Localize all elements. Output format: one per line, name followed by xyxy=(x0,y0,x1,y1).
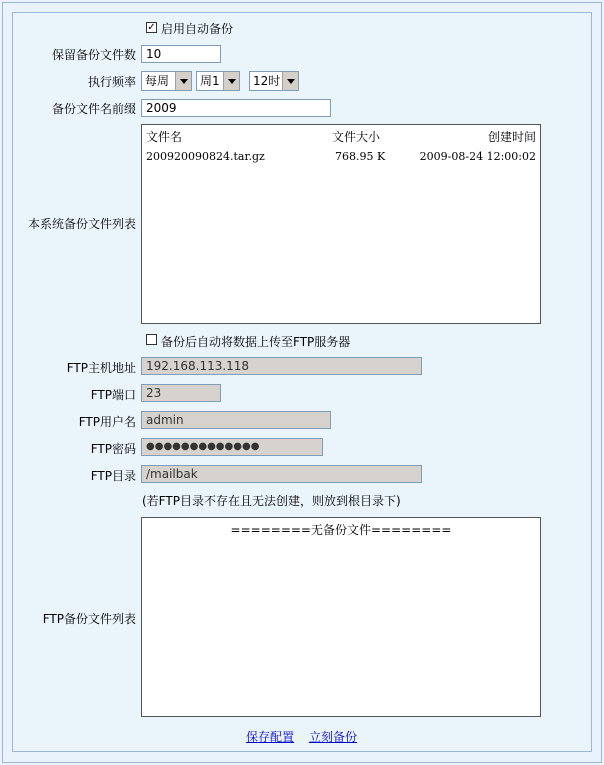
frequency-period-value: 每周 xyxy=(145,74,170,88)
row-filename: 200920090824.tar.gz xyxy=(146,150,265,163)
ftp-port-input[interactable]: 23 xyxy=(141,384,221,402)
ftp-list-label: FTP备份文件列表 xyxy=(42,612,136,626)
keep-count-input[interactable]: 10 xyxy=(141,45,221,63)
row-created-time: 2009-08-24 12:00:02 xyxy=(419,150,536,163)
ftp-list-empty-text: ========无备份文件======== xyxy=(230,523,452,537)
col-header-time: 创建时间 xyxy=(487,130,536,144)
chevron-down-icon xyxy=(223,72,239,90)
frequency-period-select[interactable] xyxy=(141,71,192,91)
auto-backup-label: 启用自动备份 xyxy=(161,22,234,36)
frequency-day-value: 周1 xyxy=(200,74,220,88)
auto-backup-checkbox[interactable] xyxy=(146,22,157,33)
col-header-size: 文件大小 xyxy=(332,130,381,144)
ftp-upload-label: 备份后自动将数据上传至FTP服务器 xyxy=(161,335,351,349)
local-list-label: 本系统备份文件列表 xyxy=(27,217,136,231)
prefix-label: 备份文件名前缀 xyxy=(51,102,136,116)
col-header-name: 文件名 xyxy=(146,130,183,144)
chevron-down-icon xyxy=(175,72,191,90)
ftp-user-label: FTP用户名 xyxy=(78,415,136,429)
ftp-user-input[interactable]: admin xyxy=(141,411,331,429)
ftp-upload-checkbox[interactable] xyxy=(146,334,157,345)
ftp-host-input[interactable]: 192.168.113.118 xyxy=(141,357,422,375)
backup-now-link[interactable]: 立刻备份 xyxy=(309,730,358,744)
ftp-host-label: FTP主机地址 xyxy=(66,361,136,375)
save-config-link[interactable]: 保存配置 xyxy=(246,730,295,744)
ftp-dir-label: FTP目录 xyxy=(90,469,136,483)
frequency-label: 执行频率 xyxy=(87,75,136,89)
ftp-port-label: FTP端口 xyxy=(90,388,136,402)
keep-count-label: 保留备份文件数 xyxy=(51,48,136,62)
frequency-day-select[interactable] xyxy=(196,71,240,91)
row-filesize: 768.95 K xyxy=(335,150,386,163)
checkbox-check-icon: ✓ xyxy=(147,22,156,33)
local-backup-list[interactable] xyxy=(141,124,541,324)
chevron-down-icon xyxy=(282,72,298,90)
ftp-dir-input[interactable]: /mailbak xyxy=(141,465,422,483)
frequency-hour-value: 12时 xyxy=(253,74,281,88)
ftp-dir-note: (若FTP目录不存在且无法创建，则放到根目录下) xyxy=(142,494,401,508)
ftp-pass-label: FTP密码 xyxy=(90,442,136,456)
ftp-backup-list[interactable] xyxy=(141,517,541,717)
ftp-password-input[interactable]: ●●●●●●●●●●●●● xyxy=(141,438,323,456)
prefix-input[interactable]: 2009 xyxy=(141,99,331,117)
frequency-hour-select[interactable] xyxy=(249,71,299,91)
